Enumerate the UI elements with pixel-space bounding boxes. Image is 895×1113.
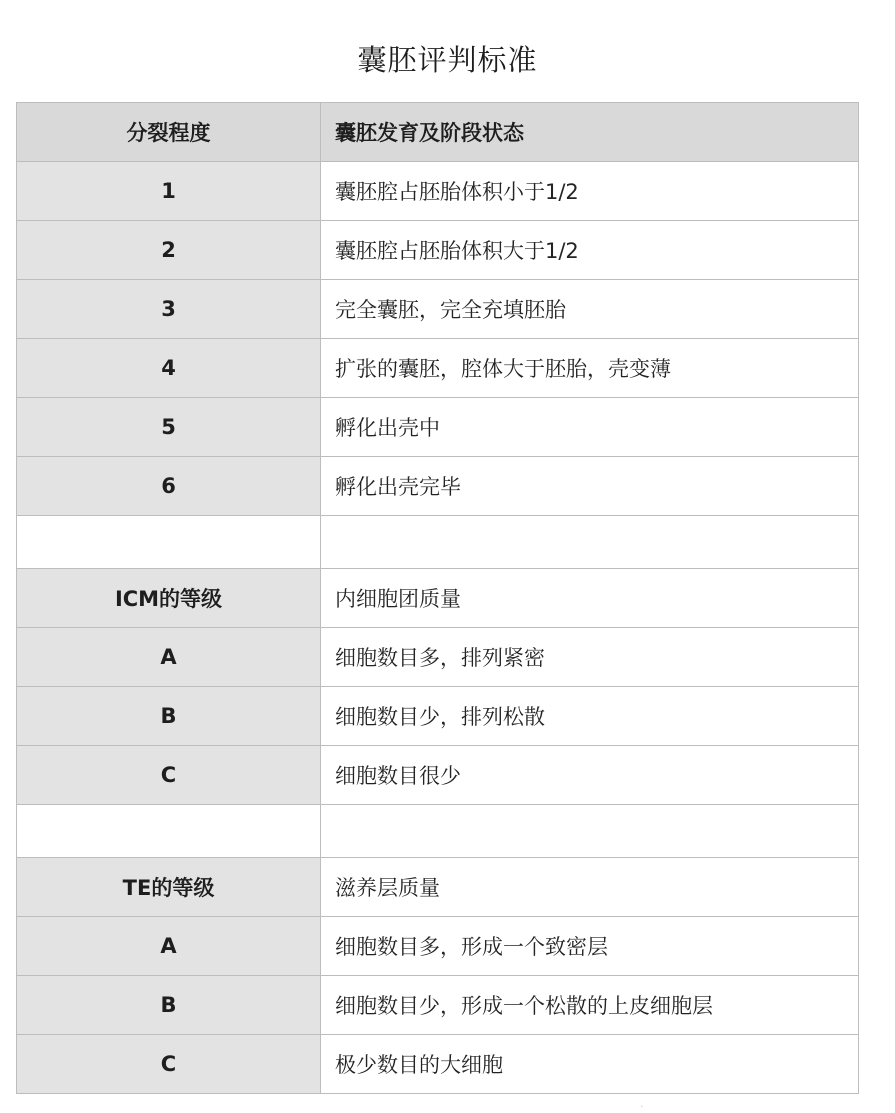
grade-cell: A [17, 628, 321, 687]
spacer-row [17, 805, 859, 858]
grade-cell: B [17, 976, 321, 1035]
description-cell: 细胞数目多，排列紧密 [321, 628, 859, 687]
description-cell: 孵化出壳完毕 [321, 457, 859, 516]
icm-section-header-row [17, 569, 859, 628]
table-row [17, 457, 859, 516]
table-row [17, 746, 859, 805]
page-title: 囊胚评判标准 [357, 43, 538, 77]
description-cell: 细胞数目少，形成一个松散的上皮细胞层 [321, 976, 859, 1035]
grade-cell: 1 [17, 162, 321, 221]
grade-cell: 6 [17, 457, 321, 516]
description-cell: 囊胚腔占胚胎体积大于1/2 [321, 221, 859, 280]
table-row [17, 398, 859, 457]
table-row [17, 687, 859, 746]
description-cell: 扩张的囊胚，腔体大于胚胎，壳变薄 [321, 339, 859, 398]
table-row [17, 162, 859, 221]
description-cell: 细胞数目很少 [321, 746, 859, 805]
watermark-mark: · [640, 1100, 644, 1113]
description-cell: 细胞数目多，形成一个致密层 [321, 917, 859, 976]
icm-heading-description: 内细胞团质量 [321, 569, 859, 628]
grade-cell: C [17, 746, 321, 805]
description-cell: 孵化出壳中 [321, 398, 859, 457]
description-cell: 完全囊胚，完全充填胚胎 [321, 280, 859, 339]
grade-cell: 2 [17, 221, 321, 280]
empty-cell [321, 516, 859, 569]
grade-cell: 3 [17, 280, 321, 339]
grade-cell: 5 [17, 398, 321, 457]
te-heading: TE的等级 [17, 858, 321, 917]
blastocyst-grading-table [16, 102, 859, 1094]
description-cell: 囊胚腔占胚胎体积小于1/2 [321, 162, 859, 221]
description-cell: 极少数目的大细胞 [321, 1035, 859, 1094]
table-row [17, 221, 859, 280]
empty-cell [17, 516, 321, 569]
te-heading-description: 滋养层质量 [321, 858, 859, 917]
table-row [17, 339, 859, 398]
grade-cell: B [17, 687, 321, 746]
spacer-row [17, 516, 859, 569]
description-cell: 细胞数目少，排列松散 [321, 687, 859, 746]
table-row [17, 628, 859, 687]
grade-cell: 4 [17, 339, 321, 398]
te-section-header-row [17, 858, 859, 917]
table-row [17, 917, 859, 976]
table-row [17, 976, 859, 1035]
table-header-row [17, 103, 859, 162]
icm-heading: ICM的等级 [17, 569, 321, 628]
header-expansion-degree: 分裂程度 [17, 103, 321, 162]
grade-cell: C [17, 1035, 321, 1094]
grade-cell: A [17, 917, 321, 976]
table-row [17, 280, 859, 339]
header-development-stage: 囊胚发育及阶段状态 [321, 103, 859, 162]
empty-cell [17, 805, 321, 858]
table-row [17, 1035, 859, 1094]
empty-cell [321, 805, 859, 858]
